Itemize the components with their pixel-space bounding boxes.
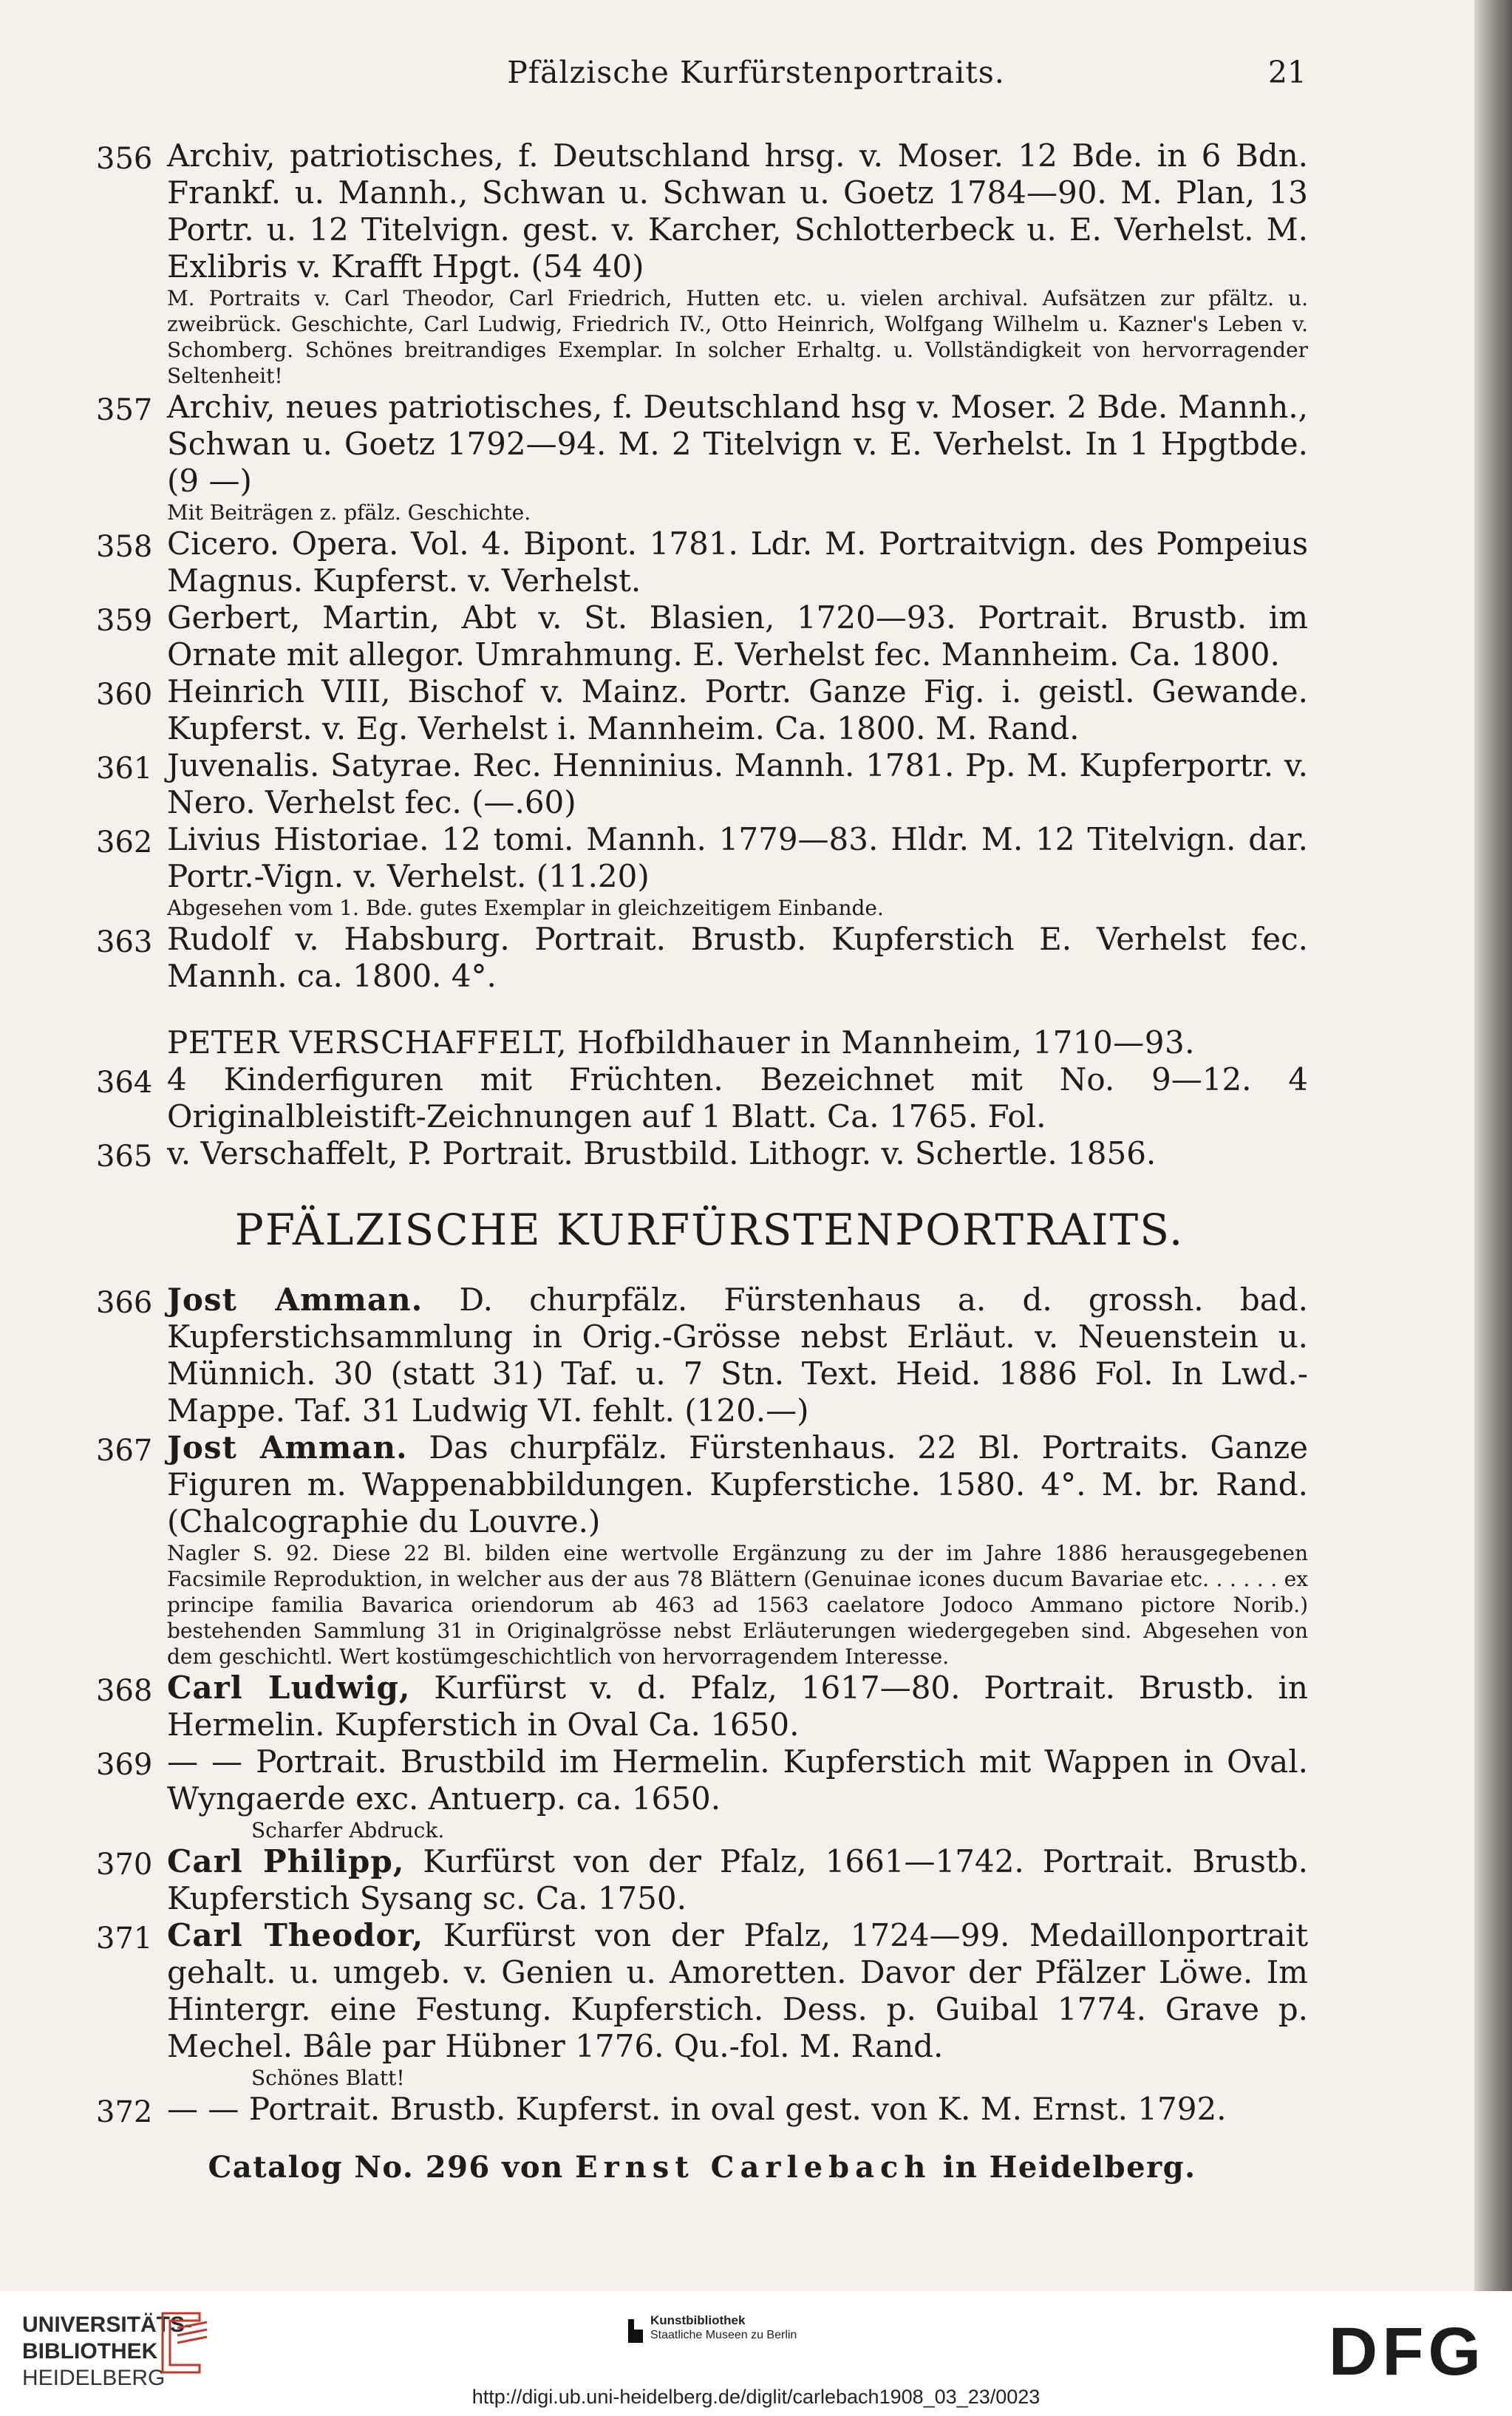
catalog-entry xyxy=(96,137,1308,285)
catalog-body xyxy=(96,137,1308,2185)
entry-note: Abgesehen vom 1. Bde. gutes Exemplar in gleichzeitigem Einbande. xyxy=(167,896,884,920)
catalog-entry xyxy=(96,1061,1308,1135)
entry-number: 362 xyxy=(96,826,153,860)
catalog-entry xyxy=(96,747,1308,821)
page-number: 21 xyxy=(1267,55,1307,90)
entry-name: Carl Ludwig, xyxy=(167,1670,411,1706)
entry-text: Rudolf v. Habsburg. Portrait. Brustb. Kupferstich E. Verhelst fec. Mannh. ca. 1800. 4°. xyxy=(167,921,1308,994)
entry-text: 4 Kinderfiguren mit Früchten. Bezeichnet mit No. 9—12. 4 Originalbleistift-Zeichnungen auf 1 Blatt. Ca. 1765. Fol. xyxy=(167,1061,1308,1134)
catalog-entry xyxy=(96,1917,1308,2065)
catalog-line xyxy=(96,2150,1308,2185)
entry-name: Jost Amman. xyxy=(167,1429,408,1466)
entry-number: 357 xyxy=(96,393,153,427)
entry-text: Kurfürst von der Pfalz, 1724—99. Medaillonportrait gehalt. u. umgeb. v. Genien u. Amoretten. Davor der Pfälzer Löwe. Im Hintergr. eine Festung. Kupferstich. Dess. p. Guibal 1774. Grave p. Mechel. Bâle par Hübner 1776. Qu.-fol. M. Rand. xyxy=(167,1917,1308,2064)
entry-note: Nagler S. 92. Diese 22 Bl. bilden eine wertvolle Ergänzung zu der im Jahre 1886 herausgegebenen Facsimile Reproduktion, in welcher aus der aus 78 Blättern (Genuinae icones ducum Bavariae etc. . . . . . ex principe familia Bavarica oriendorum ab 463 ad 1563 caelatore Jodoco Ammano pictore Norib.) bestehenden Sammlung 31 in Originalgrösse nebst Erläuterungen wiedergegeben sind. Abgesehen von dem geschichtl. Wert kostümgeschichtlich von hervorragendem Interesse. xyxy=(167,1541,1308,1669)
entry-number: 371 xyxy=(96,1922,153,1956)
entry-text: Archiv, patriotisches, f. Deutschland hrsg. v. Moser. 12 Bde. in 6 Bdn. Frankf. u. Mannh., Schwan u. Schwan u. Goetz 1784—90. M. Plan, 13 Portr. u. 12 Titelvign. gest. v. Karcher, Schlotterbeck u. E. Verhelst. M. Exlibris v. Krafft Hpgt. (54 40) xyxy=(167,137,1308,285)
ub-logo-line2: BIBLIOTHEK xyxy=(22,2339,158,2364)
entry-list-c xyxy=(96,1282,1308,2128)
entry-number: 370 xyxy=(96,1848,153,1882)
entry-text: Juvenalis. Satyrae. Rec. Henninius. Mannh. 1781. Pp. M. Kupferportr. v. Nero. Verhelst fec. (—.60) xyxy=(167,747,1308,820)
entry-name: Jost Amman. xyxy=(167,1282,423,1318)
entry-text: Das churpfälz. Fürstenhaus. 22 Bl. Portraits. Ganze Figuren m. Wappenabbildungen. Kupferstiche. 1580. 4°. M. br. Rand. (Chalcographie du Louvre.) xyxy=(167,1429,1308,1539)
entry-number: 368 xyxy=(96,1674,153,1708)
kb-subtitle: Staatliche Museen zu Berlin xyxy=(650,2329,797,2341)
entry-list-b xyxy=(96,1061,1308,1172)
footer xyxy=(0,2291,1512,2416)
catalog-entry xyxy=(96,921,1308,995)
entry-number: 372 xyxy=(96,2095,153,2129)
dfg-logo[interactable]: DFG xyxy=(1328,2314,1485,2389)
entry-text: Livius Historiae. 12 tomi. Mannh. 1779—83. Hldr. M. 12 Titelvign. dar. Portr.-Vign. v. Verhelst. (11.20) xyxy=(167,821,1308,894)
entry-number: 364 xyxy=(96,1066,153,1100)
catalog-entry xyxy=(96,1135,1308,1172)
kunstbibliothek-icon xyxy=(625,2316,646,2346)
catalog-entry xyxy=(96,1843,1308,1917)
section-heading: PFÄLZISCHE KURFÜRSTENPORTRAITS. xyxy=(234,1205,1185,1255)
catalog-entry xyxy=(96,1670,1308,1743)
entry-note: M. Portraits v. Carl Theodor, Carl Friedrich, Hutten etc. u. vielen archival. Aufsätzen zur pfältz. u. zweibrück. Geschichte, Carl Ludwig, Friedrich IV., Otto Heinrich, Wolfgang Wilhelm u. Kazner's Leben v. Schomberg. Schönes breitrandiges Exemplar. In solcher Erhaltg. u. Vollständigkeit von hervorragender Seltenheit! xyxy=(167,286,1308,388)
catalog-entry xyxy=(96,1429,1308,1540)
catalog-entry xyxy=(96,1743,1308,1817)
kunstbibliothek-logo[interactable] xyxy=(650,2313,797,2343)
entry-note: Schönes Blatt! xyxy=(251,2066,405,2090)
entry-number: 363 xyxy=(96,925,153,959)
catalog-entry xyxy=(96,599,1308,673)
ub-emblem-icon xyxy=(148,2306,214,2380)
section-line: PETER VERSCHAFFELT, Hofbildhauer in Mannheim, 1710—93. xyxy=(167,1024,1196,1061)
entry-text: Kurfürst von der Pfalz, 1661—1742. Portrait. Brustb. Kupferstich Sysang sc. Ca. 1750. xyxy=(167,1843,1309,1916)
entry-text: — — Portrait. Brustbild im Hermelin. Kupferstich mit Wappen in Oval. Wyngaerde exc. Antuerp. ca. 1650. xyxy=(167,1743,1308,1817)
ub-logo-line1: UNIVERSITÄTS- xyxy=(22,2313,193,2337)
catalog-entry xyxy=(96,525,1308,599)
entry-number: 366 xyxy=(96,1286,153,1320)
entry-text: — — Portrait. Brustb. Kupferst. in oval gest. von K. M. Ernst. 1792. xyxy=(167,2091,1227,2127)
entry-number: 369 xyxy=(96,1748,153,1782)
entry-number: 365 xyxy=(96,1140,153,1174)
scan-edge xyxy=(1474,0,1512,2291)
entry-name: Carl Theodor, xyxy=(167,1917,424,1953)
running-header xyxy=(0,55,1512,99)
entry-text: Cicero. Opera. Vol. 4. Bipont. 1781. Ldr. M. Portraitvign. des Pompeius Magnus. Kupferst. v. Verhelst. xyxy=(167,525,1308,599)
catalog-entry xyxy=(96,2091,1308,2128)
permalink-url[interactable]: http://digi.ub.uni-heidelberg.de/diglit/carlebach1908_03_23/0023 xyxy=(471,2386,1041,2408)
entry-text: Gerbert, Martin, Abt v. St. Blasien, 1720—93. Portrait. Brustb. im Ornate mit allegor. Umrahmung. E. Verhelst fec. Mannheim. Ca. 1800. xyxy=(167,599,1308,673)
catalog-prefix: Catalog No. 296 von xyxy=(208,2150,576,2185)
entry-name: Carl Philipp, xyxy=(167,1843,405,1879)
catalog-dealer: Ernst Carlebach xyxy=(575,2150,932,2185)
catalog-entry xyxy=(96,673,1308,747)
kb-title: Kunstbibliothek xyxy=(650,2313,746,2327)
entry-number: 360 xyxy=(96,678,153,712)
catalog-entry xyxy=(96,821,1308,895)
entry-number: 361 xyxy=(96,752,153,786)
entry-text: Kurfürst v. d. Pfalz, 1617—80. Portrait. Brustb. in Hermelin. Kupferstich in Oval Ca. 1650. xyxy=(167,1670,1308,1743)
entry-number: 356 xyxy=(96,142,153,176)
entry-note: Scharfer Abdruck. xyxy=(251,1818,445,1842)
running-title: Pfälzische Kurfürstenportraits. xyxy=(507,55,1005,90)
entry-text: Archiv, neues patriotisches, f. Deutschland hsg v. Moser. 2 Bde. Mannh., Schwan u. Goetz 1792—94. M. 2 Titelvign v. E. Verhelst. In 1 Hpgtbde. (9 —) xyxy=(167,389,1308,499)
catalog-entry xyxy=(96,1282,1308,1429)
entry-list-a xyxy=(96,137,1308,995)
catalog-entry xyxy=(96,389,1308,500)
entry-text: D. churpfälz. Fürstenhaus a. d. grossh. bad. Kupferstichsammlung in Orig.-Grösse nebst Erläut. v. Neuenstein u. Münnich. 30 (statt 31) Taf. u. 7 Stn. Text. Heid. 1886 Fol. In Lwd.-Mappe. Taf. 31 Ludwig VI. fehlt. (120.—) xyxy=(167,1282,1308,1429)
ub-logo-line3: HEIDELBERG xyxy=(22,2366,166,2390)
entry-number: 367 xyxy=(96,1434,153,1468)
entry-text: Heinrich VIII, Bischof v. Mainz. Portr. Ganze Fig. i. geistl. Gewande. Kupferst. v. Eg. Verhelst i. Mannheim. Ca. 1800. M. Rand. xyxy=(167,673,1308,746)
entry-text: v. Verschaffelt, P. Portrait. Brustbild. Lithogr. v. Schertle. 1856. xyxy=(167,1135,1157,1171)
entry-number: 358 xyxy=(96,530,153,564)
catalog-suffix: in Heidelberg. xyxy=(931,2150,1196,2185)
entry-number: 359 xyxy=(96,604,153,638)
entry-note: Mit Beiträgen z. pfälz. Geschichte. xyxy=(167,500,531,525)
